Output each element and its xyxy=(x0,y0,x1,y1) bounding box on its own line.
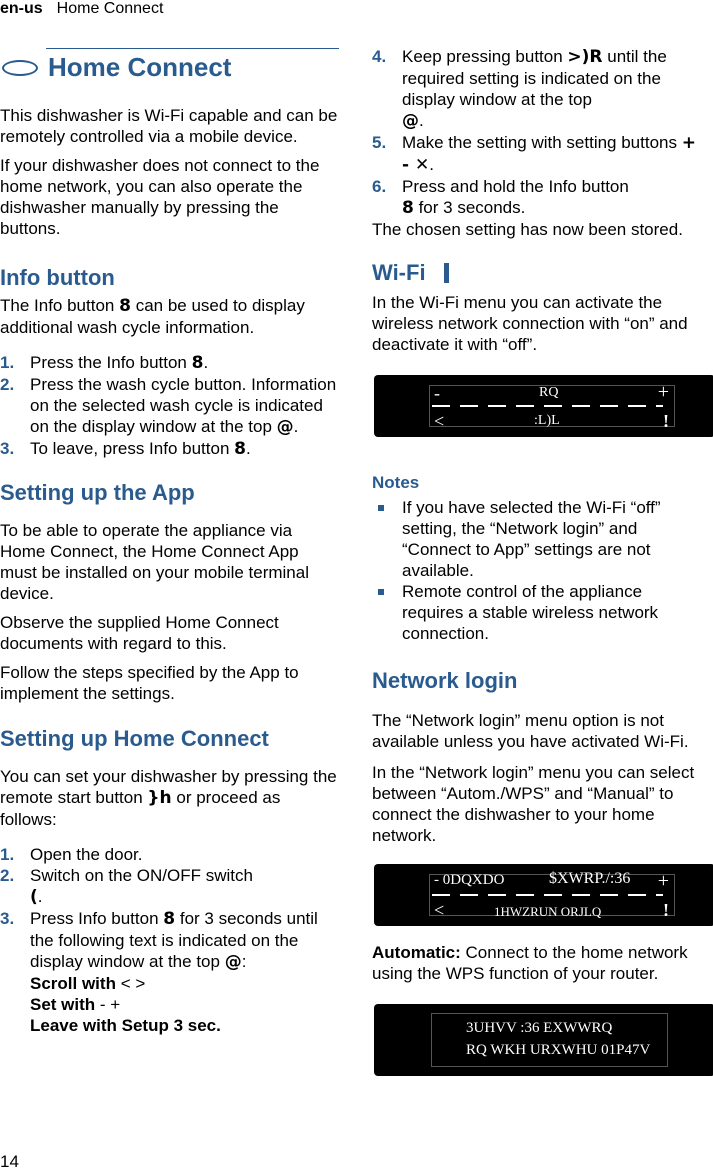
next-button-icon: >)R xyxy=(567,47,603,67)
list-item: Remote control of the appliance requires a stable wireless network connection. xyxy=(372,581,707,644)
home-connect-setup-heading: Setting up Home Connect xyxy=(0,726,269,751)
home-connect-intro: You can set your dishwasher by pressing the remote start button }h or proceed as follows: xyxy=(0,767,337,829)
page-number: 14 xyxy=(0,1152,19,1171)
info-button-icon: 8 xyxy=(163,909,176,929)
on-off-switch-icon: ( xyxy=(30,887,38,907)
info-heading: Info button xyxy=(0,265,115,290)
right-column xyxy=(372,46,707,1076)
language-code: en-us xyxy=(0,0,43,17)
info-button-icon: 8 xyxy=(402,198,414,218)
info-steps xyxy=(0,352,340,460)
info-paragraph: The Info button 8 can be used to display additional wash cycle information. xyxy=(0,296,305,337)
left-column xyxy=(0,46,340,1036)
list-item: 6. Press and hold the Info button 8 for 3 seconds. xyxy=(372,177,629,218)
automatic-paragraph: Automatic: Connect to the home network using the WPS function of your router. xyxy=(372,943,688,983)
list-item: 3. To leave, press Info button 8. xyxy=(0,439,251,459)
display-icon: @ xyxy=(224,952,242,972)
remote-start-icon: }h xyxy=(147,788,172,808)
list-item: 1. Open the door. xyxy=(0,845,143,864)
list-item: 3. Press Info button 8 for 3 seconds until the following text is indicated on the display window at the top @: Scroll with < > Set with - + Leave with Setup 3 sec. xyxy=(0,909,318,1035)
home-connect-steps xyxy=(0,844,340,1036)
continued-steps xyxy=(372,46,707,219)
notes-list xyxy=(372,497,707,644)
setting-buttons-icon: + - ✕ xyxy=(402,133,696,175)
info-button-icon: 8 xyxy=(234,439,246,459)
wifi-paragraph: In the Wi-Fi menu you can activate the wireless network connection with “on” and deactivate it with “off”. xyxy=(372,293,688,354)
app-paragraph-2: Observe the supplied Home Connect documents with regard to this. xyxy=(0,613,279,653)
network-login-heading: Network login xyxy=(372,668,518,693)
header-title: Home Connect xyxy=(56,0,164,17)
display-wifi: - RQ + < :L)L ! xyxy=(374,375,713,437)
network-paragraph-1: The “Network login” menu option is not available unless you have activated Wi-Fi. xyxy=(372,711,689,751)
display-icon: @ xyxy=(402,111,419,131)
wifi-icon xyxy=(444,263,449,283)
network-paragraph-2: In the “Network login” menu you can select between “Autom./WPS” and “Manual” to connect the dishwasher to your home network. xyxy=(372,763,695,845)
page-title: Home Connect xyxy=(48,52,232,82)
list-item: 2. Press the wash cycle button. Information on the selected wash cycle is indicated on the display window at the top @. xyxy=(0,375,337,437)
wifi-heading: Wi-Fi xyxy=(372,260,426,285)
app-paragraph-1: To be able to operate the appliance via Home Connect, the Home Connect App must be installed on your mobile terminal device. xyxy=(0,521,309,603)
display-wps: 3UHVV :36 EXWWRQ RQ WKH URXWHU 01P47V xyxy=(374,1004,713,1076)
list-item: 1. Press the Info button 8. xyxy=(0,353,209,373)
info-button-icon: 8 xyxy=(191,353,204,373)
list-item: If you have selected the Wi-Fi “off” setting, the “Network login” and “Connect to App” settings are not available. xyxy=(372,497,707,581)
list-item: 4. Keep pressing button >)R until the required setting is indicated on the display window at the top @. xyxy=(372,47,667,131)
display-network-login: - 0DQXDO $XWRP./:36 + < 1HWZRUN ORJLQ ! xyxy=(374,864,713,926)
section-title xyxy=(0,52,340,83)
info-button-icon: 8 xyxy=(119,296,131,316)
intro-paragraph-1: This dishwasher is Wi-Fi capable and can be remotely controlled via a mobile device. xyxy=(0,106,338,146)
home-connect-icon xyxy=(2,60,38,76)
list-item: 5. Make the setting with setting buttons + - ✕. xyxy=(372,133,696,175)
stored-paragraph: The chosen setting has now been stored. xyxy=(372,220,683,239)
notes-heading: Notes xyxy=(372,473,420,492)
list-item: 2. Switch on the ON/OFF switch (. xyxy=(0,866,253,907)
intro-paragraph-2: If your dishwasher does not connect to the home network, you can also operate the dishwasher manually by pressing the buttons. xyxy=(0,156,320,238)
display-icon: @ xyxy=(276,417,294,437)
app-paragraph-3: Follow the steps specified by the App to implement the settings. xyxy=(0,663,299,703)
wifi-heading-row xyxy=(372,260,707,286)
app-heading: Setting up the App xyxy=(0,480,195,505)
page-header xyxy=(0,0,163,18)
